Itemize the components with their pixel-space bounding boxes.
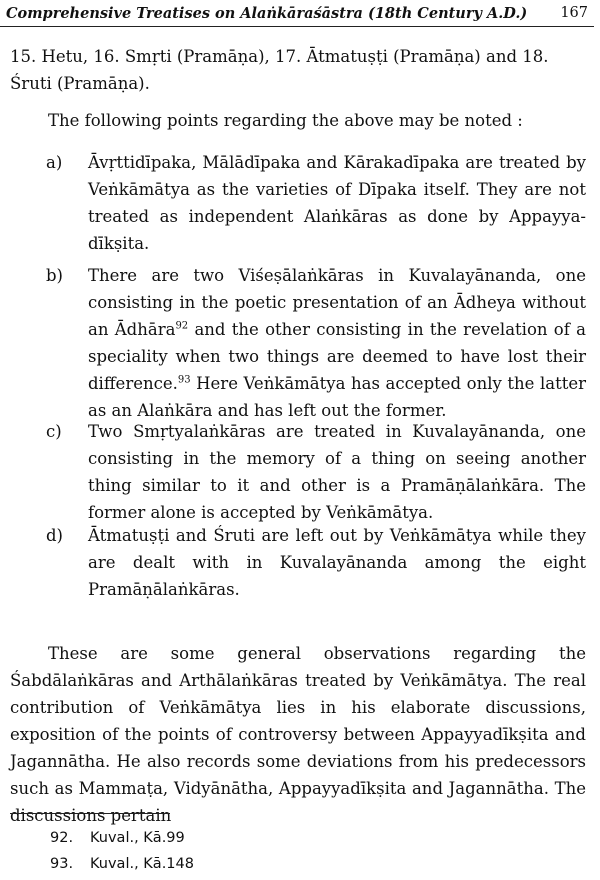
footnote-text: Kuval., Kā.148 — [90, 856, 194, 872]
list-item-text: There are two Viśeṣālaṅkāras in Kuvalayānanda, one consisting in the poetic presentation of an Ādheya without an Ādhāra$^{92}$ and the other consisting in the revelation of a speciality when two things are deemed to have lost their difference.$^{93}$ Here Veṅkāmātya has accepted only the latter as an Alaṅkāra and has left out the former. — [88, 266, 586, 420]
footnote-93 — [50, 854, 194, 874]
list-item-text: Two Smṛtyalaṅkāras are treated in Kuvalayānanda, one consisting in the memory of a thing on seeing another thing similar to it and other is a Pramāṇālaṅkāra. The former alone is accepted by Veṅkāmātya. — [88, 422, 586, 522]
footnote-92 — [50, 828, 185, 848]
intro-paragraph: 15. Hetu, 16. Smṛti (Pramāṇa), 17. Ātmatuṣṭi (Pramāṇa) and 18. Śruti (Pramāṇa). — [10, 47, 549, 93]
closing-paragraph: These are some general observations regarding the Śabdālaṅkāras and Arthālaṅkāras treated by Veṅkāmātya. The real contribution of Veṅkāmātya lies in his elaborate discussions, exposition of the points of controversy between Appayyadīkṣita and Jagannātha. He also records some deviations from his predecessors such as Mammaṭa, Vidyānātha, Appayyadīkṣita and Jagannātha. The discussions pertain — [10, 644, 586, 825]
footnote-ref-92: 92 — [175, 320, 189, 332]
list-item-text: Ātmatuṣṭi and Śruti are left out by Veṅkāmātya while they are dealt with in Kuvalayānanda among the eight Pramāṇālaṅkāras. — [88, 526, 586, 599]
list-marker: b) — [46, 266, 63, 285]
lead-paragraph: The following points regarding the above may be noted : — [48, 111, 523, 130]
footnote-rule — [10, 813, 170, 814]
list-item-d — [0, 522, 586, 603]
list-marker: d) — [46, 526, 63, 545]
header-rule — [0, 26, 594, 27]
footnote-number: 93. — [50, 856, 74, 872]
list-item-c — [0, 418, 586, 526]
page-number: 167 — [560, 5, 588, 21]
page-header — [6, 2, 588, 24]
list-item-b — [0, 262, 586, 424]
footnote-number: 92. — [50, 830, 74, 846]
list-marker: c) — [46, 422, 62, 441]
running-title: Comprehensive Treatises on Alaṅkāraśāstra (18th Century A.D.) — [6, 4, 528, 22]
list-item-a — [0, 149, 586, 257]
footnote-text: Kuval., Kā.99 — [90, 830, 185, 846]
list-marker: a) — [46, 153, 63, 172]
list-item-text: Āvṛttidīpaka, Mālādīpaka and Kārakadīpaka are treated by Veṅkāmātya as the varieties of Dīpaka itself. They are not treated as independent Alaṅkāras as done by Appayya-dīkṣita. — [88, 153, 586, 253]
footnote-ref-93: 93 — [177, 374, 191, 386]
